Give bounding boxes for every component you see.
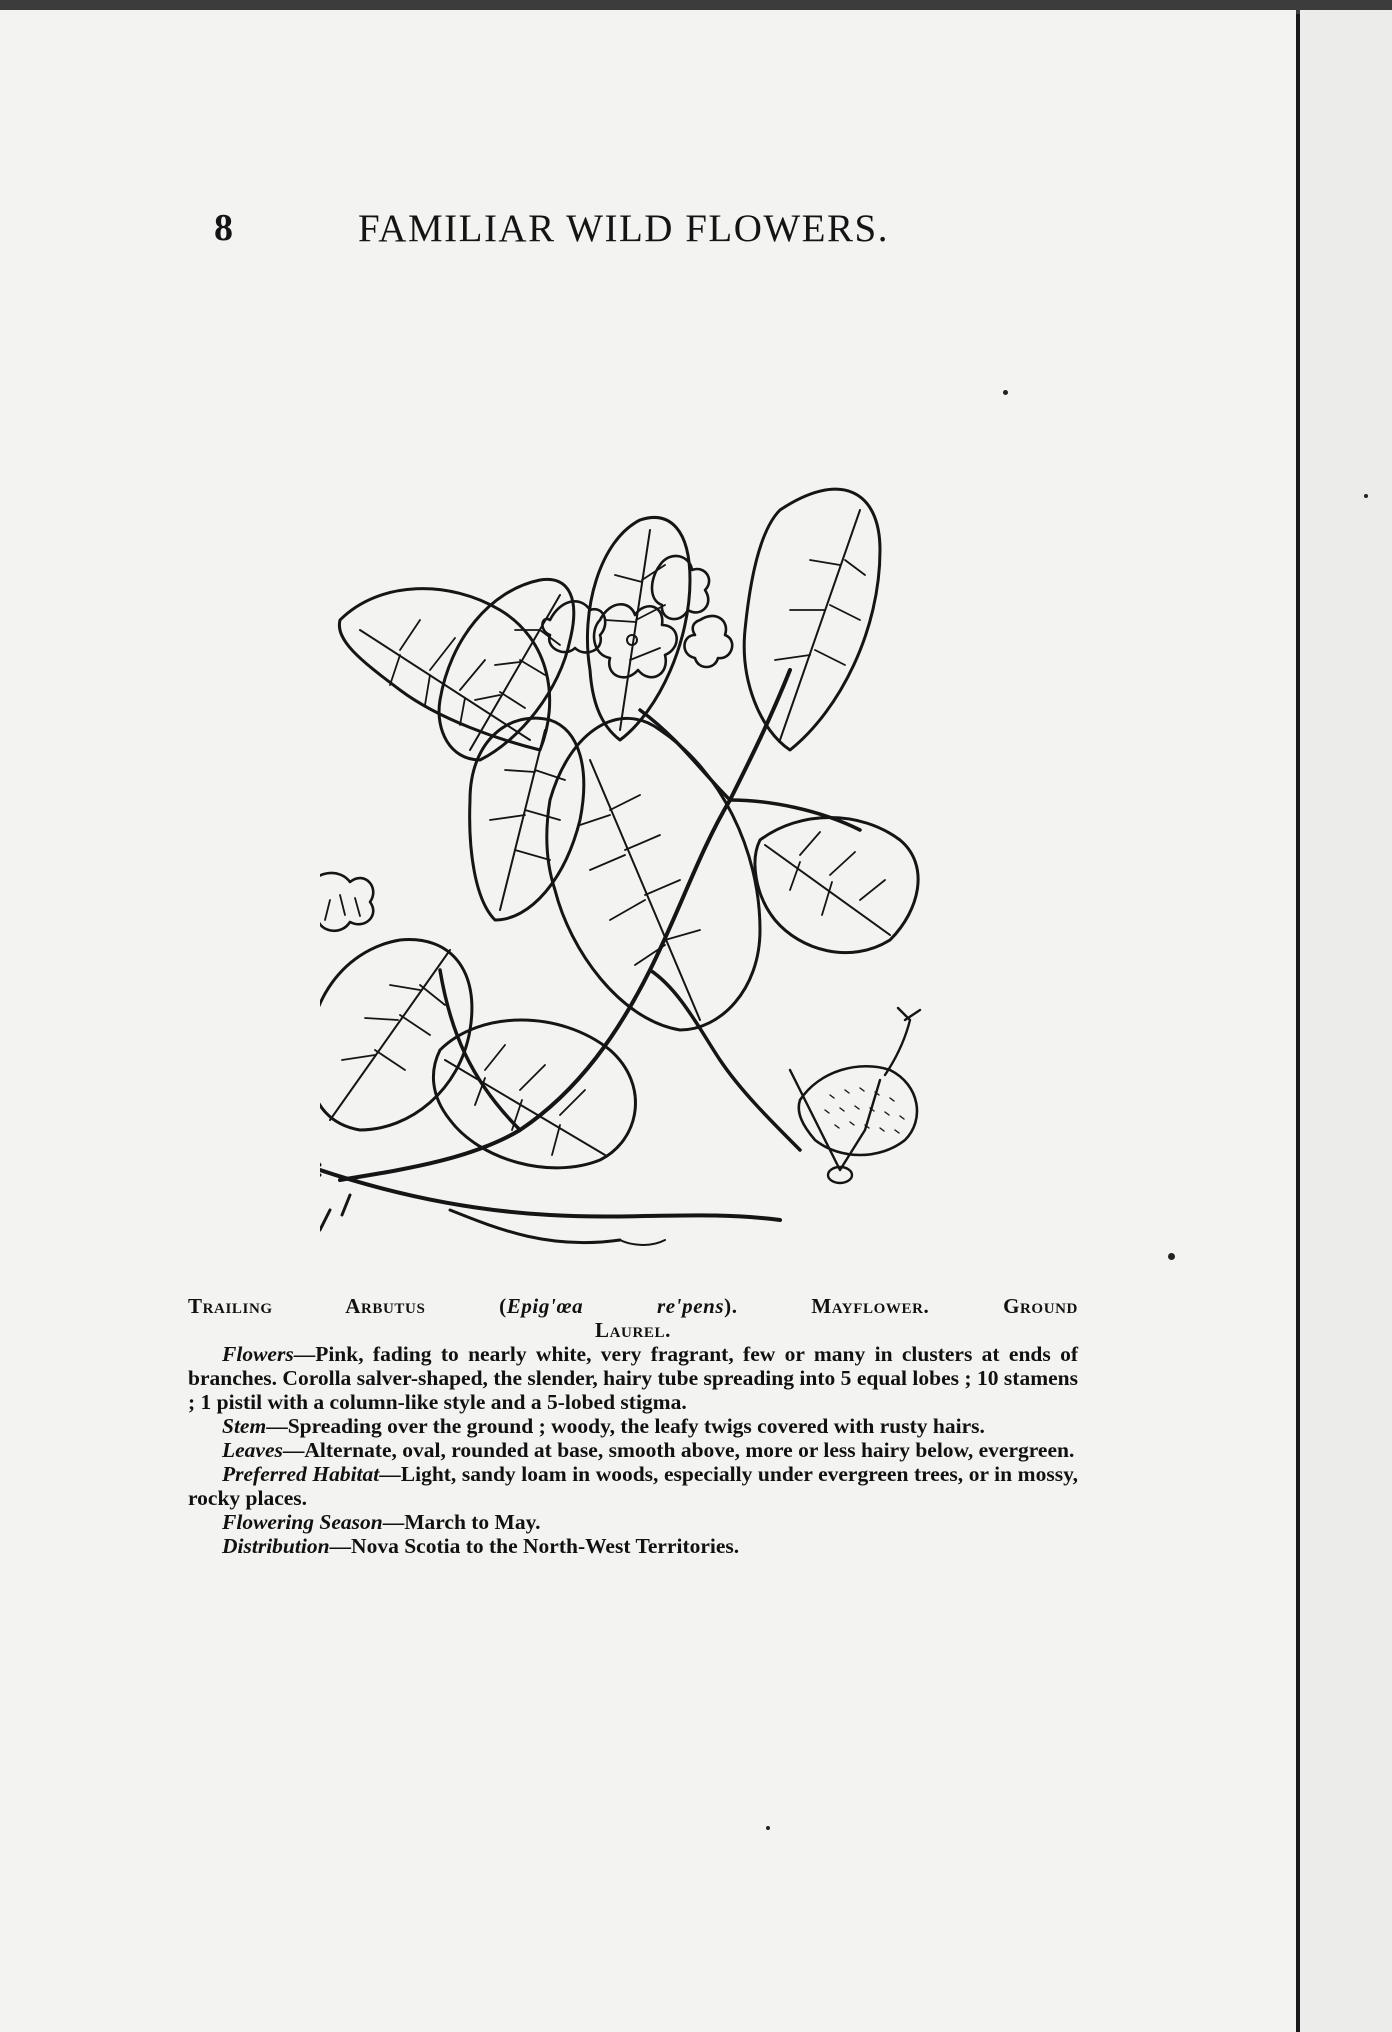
description-stem xyxy=(188,1414,1078,1438)
scan-speck xyxy=(1364,494,1368,498)
text-habitat: —Light, sandy loam in woods, especially under evergreen trees, or in mossy, rocky places. xyxy=(188,1462,1079,1510)
caption-title xyxy=(188,1294,1078,1318)
description-season xyxy=(188,1510,1078,1534)
description-leaves xyxy=(188,1438,1078,1462)
latin-close: ). xyxy=(724,1294,738,1318)
alt-name-mayflower: Mayflower. xyxy=(811,1294,930,1318)
text-leaves: —Alternate, oval, rounded at base, smooth above, more or less hairy below, evergreen. xyxy=(282,1438,1075,1462)
text-distribution: —Nova Scotia to the North-West Territories. xyxy=(329,1534,740,1558)
label-flowers: Flowers xyxy=(222,1342,294,1366)
scan-speck xyxy=(766,1826,770,1830)
label-distribution: Distribution xyxy=(222,1534,330,1558)
latin-name: Epig'œa re'pens xyxy=(506,1294,725,1318)
common-name: Trailing Arbutus xyxy=(188,1294,426,1318)
alt-name-laurel: Laurel. xyxy=(595,1318,671,1342)
label-leaves: Leaves xyxy=(222,1438,283,1462)
description-distribution xyxy=(188,1534,1078,1558)
text-season: —March to May. xyxy=(382,1510,541,1534)
running-title: FAMILIAR WILD FLOWERS. xyxy=(358,207,889,250)
text-stem: —Spreading over the ground ; woody, the leafy twigs covered with rusty hairs. xyxy=(266,1414,985,1438)
text-flowers: —Pink, fading to nearly white, very fragrant, few or many in clusters at ends of branches. Corolla salver-shaped, the slender, hairy tube spreading into 5 equal lobes ; 10 stamens ; 1 pistil with a column-like style and a 5-lobed stigma. xyxy=(188,1342,1078,1414)
label-stem: Stem xyxy=(222,1414,267,1438)
label-season: Flowering Season xyxy=(222,1510,383,1534)
label-habitat: Preferred Habitat xyxy=(222,1462,380,1486)
description-flowers xyxy=(188,1342,1078,1414)
description-habitat xyxy=(188,1462,1078,1510)
latin-open: ( xyxy=(499,1294,507,1318)
running-head xyxy=(210,206,990,256)
page-number: 8 xyxy=(214,207,233,249)
scan-speck xyxy=(1003,390,1008,395)
scan-speck xyxy=(1168,1253,1175,1260)
adjacent-page-edge xyxy=(1300,10,1392,2032)
plant-caption xyxy=(188,1294,1078,1558)
alt-name-ground: Ground xyxy=(1003,1294,1078,1318)
trailing-arbutus-illustration xyxy=(320,470,1110,1270)
